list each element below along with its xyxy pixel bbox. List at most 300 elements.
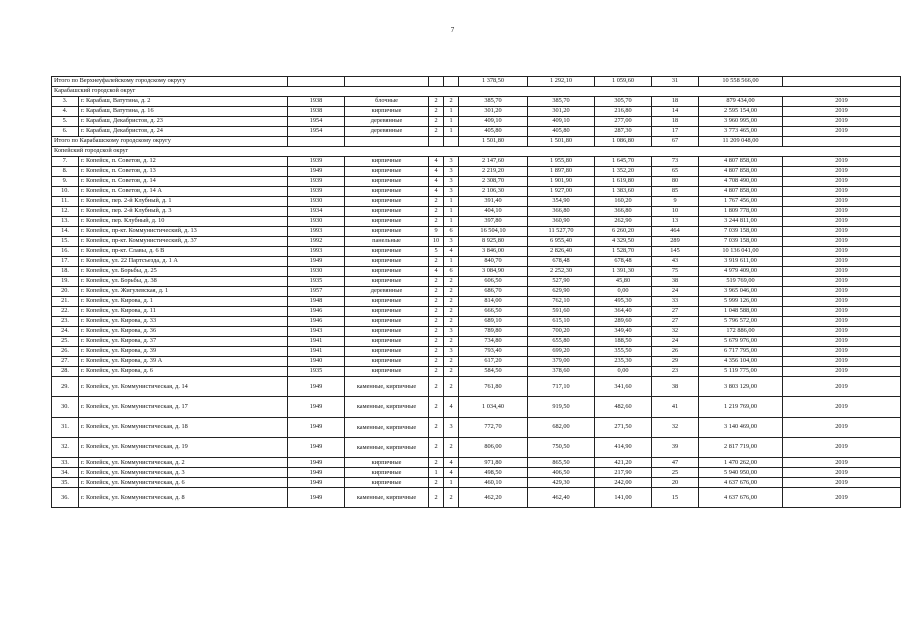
row-residents: 65 — [652, 167, 699, 177]
row-year: 1935 — [288, 367, 345, 377]
row-area-living: 360,90 — [528, 217, 595, 227]
row-year: 1949 — [288, 488, 345, 508]
row-floors: 2 — [429, 277, 444, 287]
row-area-total: 617,20 — [459, 357, 528, 367]
row-year: 1949 — [288, 417, 345, 437]
row-area-total: 301,20 — [459, 107, 528, 117]
row-number: 7. — [52, 157, 79, 167]
row-residents: 47 — [652, 458, 699, 468]
table-row — [52, 468, 901, 478]
row-wall-material: кирпичные — [345, 307, 429, 317]
row-floors: 4 — [429, 157, 444, 167]
total-blank — [783, 77, 901, 87]
row-area-private: 364,40 — [595, 307, 652, 317]
table-row — [52, 207, 901, 217]
row-area-private: 349,40 — [595, 327, 652, 337]
row-plan-year: 2019 — [783, 267, 901, 277]
total-area-total: 1 378,50 — [459, 77, 528, 87]
row-plan-year: 2019 — [783, 468, 901, 478]
row-plan-year: 2019 — [783, 167, 901, 177]
row-wall-material: кирпичные — [345, 247, 429, 257]
row-area-living: 1 897,80 — [528, 167, 595, 177]
row-number: 19. — [52, 277, 79, 287]
row-number: 22. — [52, 307, 79, 317]
row-plan-year: 2019 — [783, 317, 901, 327]
row-area-living: 6 955,40 — [528, 237, 595, 247]
row-year: 1949 — [288, 397, 345, 417]
table-row — [52, 327, 901, 337]
row-area-private: 1 352,20 — [595, 167, 652, 177]
row-number: 31. — [52, 417, 79, 437]
row-residents: 17 — [652, 127, 699, 137]
row-floors: 2 — [429, 97, 444, 107]
row-residents: 14 — [652, 107, 699, 117]
row-area-total: 404,10 — [459, 207, 528, 217]
row-address: г. Копейск, ул. Борьбы, д. 25 — [79, 267, 288, 277]
row-residents: 38 — [652, 377, 699, 397]
row-area-private: 305,70 — [595, 97, 652, 107]
row-address: г. Копейск, ул. Коммунистическая, д. 8 — [79, 488, 288, 508]
row-area-private: 4 329,50 — [595, 237, 652, 247]
page-number: 7 — [450, 26, 455, 34]
table-row — [52, 287, 901, 297]
row-area-private: 6 260,20 — [595, 227, 652, 237]
section-row — [52, 147, 901, 157]
row-year: 1957 — [288, 287, 345, 297]
row-floors: 2 — [429, 197, 444, 207]
total-residents: 67 — [652, 137, 699, 147]
row-area-total: 397,80 — [459, 217, 528, 227]
row-wall-material: кирпичные — [345, 347, 429, 357]
row-area-living: 1 955,80 — [528, 157, 595, 167]
row-year: 1949 — [288, 257, 345, 267]
row-plan-year: 2019 — [783, 217, 901, 227]
row-area-private: 235,30 — [595, 357, 652, 367]
row-plan-year: 2019 — [783, 437, 901, 457]
total-area-private: 1 086,80 — [595, 137, 652, 147]
row-year: 1939 — [288, 157, 345, 167]
table-row — [52, 257, 901, 267]
row-year: 1993 — [288, 227, 345, 237]
row-area-total: 793,40 — [459, 347, 528, 357]
row-address: г. Копейск, ул. Кирова, д. 39 А — [79, 357, 288, 367]
row-area-living: 700,20 — [528, 327, 595, 337]
row-wall-material: кирпичные — [345, 227, 429, 237]
row-address: г. Карабаш, Ватутина, д. 16 — [79, 107, 288, 117]
row-area-living: 1 927,00 — [528, 187, 595, 197]
row-number: 12. — [52, 207, 79, 217]
row-number: 27. — [52, 357, 79, 367]
row-year: 1941 — [288, 347, 345, 357]
row-area-total: 789,80 — [459, 327, 528, 337]
row-area-living: 462,40 — [528, 488, 595, 508]
total-row — [52, 77, 901, 87]
row-floors: 2 — [429, 257, 444, 267]
table-row — [52, 197, 901, 207]
row-floors: 2 — [429, 337, 444, 347]
table-row — [52, 237, 901, 247]
total-area-living: 1 292,10 — [528, 77, 595, 87]
row-plan-year: 2019 — [783, 357, 901, 367]
table-row — [52, 437, 901, 457]
row-area-private: 242,00 — [595, 478, 652, 488]
row-address: г. Копейск, ул. Коммунистическая, д. 6 — [79, 478, 288, 488]
row-entrances: 2 — [444, 97, 459, 107]
row-residents: 41 — [652, 397, 699, 417]
row-area-total: 689,10 — [459, 317, 528, 327]
row-plan-year: 2019 — [783, 287, 901, 297]
row-address: г. Копейск, пр-кт. Коммунистический, д. 13 — [79, 227, 288, 237]
row-address: г. Карабаш, Декабристов, д. 24 — [79, 127, 288, 137]
row-floors: 10 — [429, 237, 444, 247]
total-cost: 10 558 566,00 — [699, 77, 783, 87]
row-number: 35. — [52, 478, 79, 488]
row-entrances: 1 — [444, 217, 459, 227]
row-plan-year: 2019 — [783, 327, 901, 337]
row-year: 1940 — [288, 357, 345, 367]
row-area-private: 262,90 — [595, 217, 652, 227]
row-address: г. Копейск, ул. Кирова, д. 6 — [79, 367, 288, 377]
row-area-private: 1 528,70 — [595, 247, 652, 257]
row-number: 26. — [52, 347, 79, 357]
row-wall-material: кирпичные — [345, 468, 429, 478]
row-area-total: 806,00 — [459, 437, 528, 457]
row-area-private: 366,80 — [595, 207, 652, 217]
row-area-living: 409,10 — [528, 117, 595, 127]
total-blank — [345, 77, 429, 87]
row-year: 1993 — [288, 247, 345, 257]
row-floors: 1 — [429, 468, 444, 478]
row-area-private: 482,60 — [595, 397, 652, 417]
table-row — [52, 347, 901, 357]
row-address: г. Копейск, п. Советов, д. 13 — [79, 167, 288, 177]
row-number: 24. — [52, 327, 79, 337]
row-area-private: 271,50 — [595, 417, 652, 437]
row-area-total: 666,50 — [459, 307, 528, 317]
row-floors: 2 — [429, 417, 444, 437]
row-area-living: 682,00 — [528, 417, 595, 437]
row-residents: 23 — [652, 367, 699, 377]
total-residents: 31 — [652, 77, 699, 87]
row-number: 29. — [52, 377, 79, 397]
row-wall-material: кирпичные — [345, 367, 429, 377]
row-area-living: 865,50 — [528, 458, 595, 468]
row-address: г. Копейск, пр-кт. Коммунистический, д. 37 — [79, 237, 288, 247]
row-area-living: 1 901,90 — [528, 177, 595, 187]
row-wall-material: кирпичные — [345, 277, 429, 287]
row-floors: 2 — [429, 297, 444, 307]
row-floors: 2 — [429, 317, 444, 327]
row-cost: 3 773 465,00 — [699, 127, 783, 137]
row-address: г. Копейск, ул. 22 Партсъезда, д. 1 А — [79, 257, 288, 267]
row-entrances: 2 — [444, 297, 459, 307]
row-cost: 879 434,00 — [699, 97, 783, 107]
row-plan-year: 2019 — [783, 207, 901, 217]
row-area-private: 141,00 — [595, 488, 652, 508]
total-label: Итого по Карабашскому городскому округу — [52, 137, 288, 147]
row-residents: 43 — [652, 257, 699, 267]
row-area-total: 460,10 — [459, 478, 528, 488]
row-residents: 18 — [652, 117, 699, 127]
row-floors: 9 — [429, 227, 444, 237]
row-area-private: 289,60 — [595, 317, 652, 327]
table-row — [52, 417, 901, 437]
row-plan-year: 2019 — [783, 257, 901, 267]
table-row — [52, 357, 901, 367]
row-number: 14. — [52, 227, 79, 237]
row-residents: 32 — [652, 417, 699, 437]
row-residents: 38 — [652, 277, 699, 287]
row-area-private: 287,30 — [595, 127, 652, 137]
table-row — [52, 97, 901, 107]
row-entrances: 6 — [444, 227, 459, 237]
row-wall-material: кирпичные — [345, 297, 429, 307]
total-blank — [429, 137, 444, 147]
row-area-living: 406,50 — [528, 468, 595, 478]
row-residents: 80 — [652, 177, 699, 187]
total-row — [52, 137, 901, 147]
row-wall-material: кирпичные — [345, 267, 429, 277]
row-plan-year: 2019 — [783, 187, 901, 197]
row-wall-material: каменные, кирпичные — [345, 417, 429, 437]
row-address: г. Копейск, ул. Коммунистическая, д. 17 — [79, 397, 288, 417]
row-area-private: 1 645,70 — [595, 157, 652, 167]
row-entrances: 4 — [444, 468, 459, 478]
row-entrances: 3 — [444, 177, 459, 187]
row-area-living: 750,50 — [528, 437, 595, 457]
row-entrances: 1 — [444, 197, 459, 207]
row-area-total: 584,50 — [459, 367, 528, 377]
table-row — [52, 317, 901, 327]
row-wall-material: кирпичные — [345, 197, 429, 207]
row-area-total: 498,50 — [459, 468, 528, 478]
row-area-total: 814,00 — [459, 297, 528, 307]
row-residents: 85 — [652, 187, 699, 197]
row-number: 17. — [52, 257, 79, 267]
row-residents: 24 — [652, 337, 699, 347]
row-area-private: 1 391,30 — [595, 267, 652, 277]
row-plan-year: 2019 — [783, 197, 901, 207]
row-number: 3. — [52, 97, 79, 107]
row-area-living: 301,20 — [528, 107, 595, 117]
row-plan-year: 2019 — [783, 237, 901, 247]
row-address: г. Копейск, ул. Коммунистическая, д. 14 — [79, 377, 288, 397]
row-residents: 32 — [652, 327, 699, 337]
row-wall-material: кирпичные — [345, 257, 429, 267]
row-area-private: 45,80 — [595, 277, 652, 287]
row-area-living: 717,10 — [528, 377, 595, 397]
row-residents: 15 — [652, 488, 699, 508]
row-year: 1946 — [288, 317, 345, 327]
row-residents: 9 — [652, 197, 699, 207]
row-area-private: 216,80 — [595, 107, 652, 117]
row-plan-year: 2019 — [783, 297, 901, 307]
section-label: Карабашский городской округ — [52, 87, 901, 97]
row-address: г. Копейск, пер. Клубный, д. 10 — [79, 217, 288, 227]
total-blank — [288, 77, 345, 87]
row-area-living: 2 252,30 — [528, 267, 595, 277]
row-residents: 39 — [652, 437, 699, 457]
row-floors: 2 — [429, 217, 444, 227]
table-row — [52, 377, 901, 397]
row-area-total: 606,50 — [459, 277, 528, 287]
row-address: г. Копейск, ул. Кирова, д. 33 — [79, 317, 288, 327]
row-wall-material: кирпичные — [345, 357, 429, 367]
row-floors: 2 — [429, 327, 444, 337]
row-entrances: 1 — [444, 117, 459, 127]
row-entrances: 2 — [444, 287, 459, 297]
total-area-living: 1 501,80 — [528, 137, 595, 147]
row-area-living: 2 826,40 — [528, 247, 595, 257]
total-blank — [783, 137, 901, 147]
table-row — [52, 157, 901, 167]
row-year: 1930 — [288, 197, 345, 207]
row-year: 1949 — [288, 377, 345, 397]
row-plan-year: 2019 — [783, 488, 901, 508]
row-area-total: 16 504,10 — [459, 227, 528, 237]
table-row — [52, 397, 901, 417]
row-cost: 3 965 046,00 — [699, 287, 783, 297]
row-address: г. Копейск, ул. Коммунистическая, д. 3 — [79, 468, 288, 478]
row-entrances: 1 — [444, 127, 459, 137]
row-area-total: 2 219,20 — [459, 167, 528, 177]
row-area-total: 2 147,60 — [459, 157, 528, 167]
row-entrances: 3 — [444, 237, 459, 247]
row-cost: 1 219 769,00 — [699, 397, 783, 417]
row-number: 16. — [52, 247, 79, 257]
row-number: 30. — [52, 397, 79, 417]
row-address: г. Копейск, ул. Коммунистическая, д. 19 — [79, 437, 288, 457]
row-area-private: 1 619,80 — [595, 177, 652, 187]
table-row — [52, 367, 901, 377]
row-area-total: 2 308,70 — [459, 177, 528, 187]
row-wall-material: каменные, кирпичные — [345, 437, 429, 457]
row-entrances: 4 — [444, 458, 459, 468]
row-plan-year: 2019 — [783, 377, 901, 397]
row-number: 32. — [52, 437, 79, 457]
row-plan-year: 2019 — [783, 97, 901, 107]
row-floors: 2 — [429, 127, 444, 137]
row-area-total: 1 034,40 — [459, 397, 528, 417]
row-area-total: 3 084,90 — [459, 267, 528, 277]
row-number: 18. — [52, 267, 79, 277]
row-cost: 2 595 154,00 — [699, 107, 783, 117]
row-entrances: 1 — [444, 478, 459, 488]
row-floors: 2 — [429, 397, 444, 417]
row-cost: 3 960 995,00 — [699, 117, 783, 127]
row-number: 11. — [52, 197, 79, 207]
row-number: 21. — [52, 297, 79, 307]
row-wall-material: кирпичные — [345, 177, 429, 187]
row-floors: 4 — [429, 177, 444, 187]
table-row — [52, 127, 901, 137]
row-year: 1949 — [288, 478, 345, 488]
row-number: 8. — [52, 167, 79, 177]
row-area-private: 341,60 — [595, 377, 652, 397]
row-address: г. Карабаш, Декабристов, д. 23 — [79, 117, 288, 127]
row-cost: 1 048 588,00 — [699, 307, 783, 317]
row-area-living: 429,30 — [528, 478, 595, 488]
row-wall-material: блочные — [345, 97, 429, 107]
row-area-living: 379,00 — [528, 357, 595, 367]
row-year: 1946 — [288, 307, 345, 317]
row-cost: 3 919 611,00 — [699, 257, 783, 267]
table-row — [52, 107, 901, 117]
row-cost: 5 679 976,00 — [699, 337, 783, 347]
row-wall-material: кирпичные — [345, 187, 429, 197]
row-cost: 3 803 129,00 — [699, 377, 783, 397]
row-area-total: 761,80 — [459, 377, 528, 397]
row-area-private: 0,00 — [595, 367, 652, 377]
row-entrances: 3 — [444, 157, 459, 167]
row-cost: 4 807 858,00 — [699, 157, 783, 167]
row-year: 1949 — [288, 167, 345, 177]
row-address: г. Копейск, пер. 2-й Клубный, д. 1 — [79, 197, 288, 207]
row-number: 23. — [52, 317, 79, 327]
row-cost: 1 767 456,00 — [699, 197, 783, 207]
row-floors: 2 — [429, 367, 444, 377]
row-area-total: 462,20 — [459, 488, 528, 508]
row-area-living: 591,60 — [528, 307, 595, 317]
row-entrances: 2 — [444, 488, 459, 508]
row-area-total: 686,70 — [459, 287, 528, 297]
row-cost: 4 708 490,00 — [699, 177, 783, 187]
row-number: 10. — [52, 187, 79, 197]
row-address: г. Копейск, ул. Кирова, д. 11 — [79, 307, 288, 317]
row-floors: 2 — [429, 107, 444, 117]
row-entrances: 2 — [444, 337, 459, 347]
row-cost: 4 637 676,00 — [699, 488, 783, 508]
row-entrances: 6 — [444, 267, 459, 277]
row-area-total: 840,70 — [459, 257, 528, 267]
row-year: 1941 — [288, 337, 345, 347]
row-number: 20. — [52, 287, 79, 297]
row-wall-material: деревянные — [345, 127, 429, 137]
row-area-living: 655,80 — [528, 337, 595, 347]
row-entrances: 2 — [444, 357, 459, 367]
row-area-living: 629,90 — [528, 287, 595, 297]
row-year: 1939 — [288, 177, 345, 187]
table-row — [52, 117, 901, 127]
row-address: г. Копейск, ул. Кирова, д. 1 — [79, 297, 288, 307]
row-entrances: 3 — [444, 167, 459, 177]
row-plan-year: 2019 — [783, 177, 901, 187]
row-wall-material: кирпичные — [345, 157, 429, 167]
row-address: г. Копейск, пер. 2-й Клубный, д. 3 — [79, 207, 288, 217]
row-cost: 172 886,00 — [699, 327, 783, 337]
total-label: Итого по Верхнеуфалейскому городскому округу — [52, 77, 288, 87]
row-floors: 4 — [429, 167, 444, 177]
row-address: г. Копейск, ул. Кирова, д. 39 — [79, 347, 288, 357]
table-row — [52, 277, 901, 287]
row-floors: 2 — [429, 488, 444, 508]
row-area-living: 762,10 — [528, 297, 595, 307]
row-plan-year: 2019 — [783, 478, 901, 488]
row-year: 1939 — [288, 187, 345, 197]
total-blank — [288, 137, 345, 147]
table-row — [52, 478, 901, 488]
row-cost: 1 809 778,00 — [699, 207, 783, 217]
row-year: 1930 — [288, 267, 345, 277]
row-year: 1935 — [288, 277, 345, 287]
row-floors: 2 — [429, 207, 444, 217]
row-residents: 29 — [652, 357, 699, 367]
row-entrances: 2 — [444, 377, 459, 397]
row-area-private: 678,48 — [595, 257, 652, 267]
row-wall-material: кирпичные — [345, 217, 429, 227]
housing-register-table — [51, 76, 901, 508]
row-entrances: 3 — [444, 347, 459, 357]
